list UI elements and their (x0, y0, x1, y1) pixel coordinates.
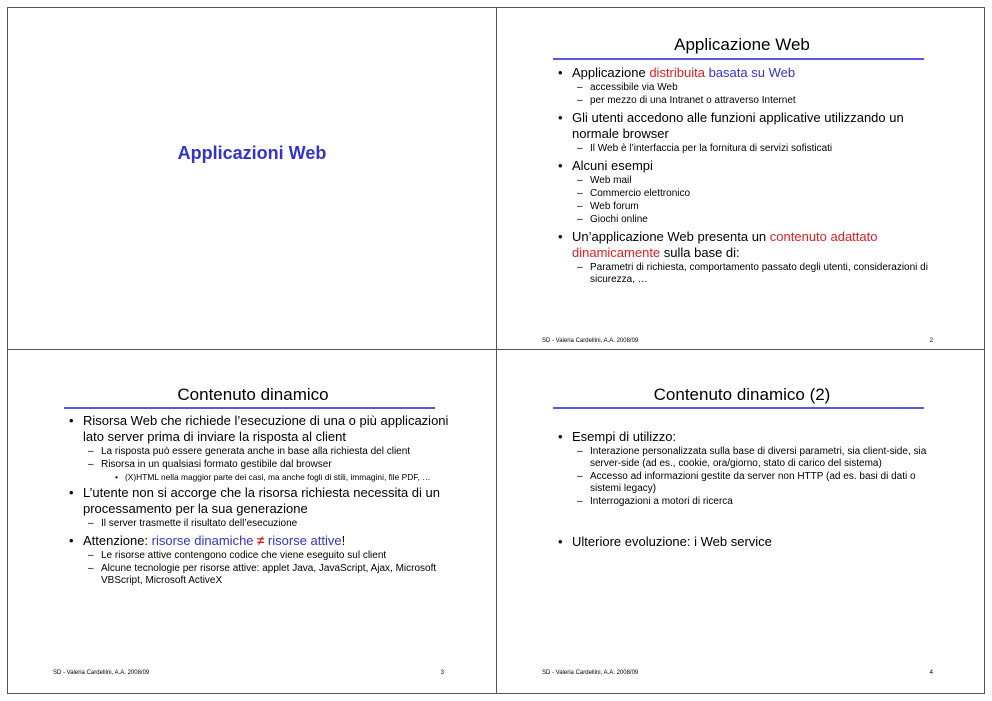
sub-bullet: – Commercio elettronico (552, 188, 943, 200)
bullet (552, 229, 943, 261)
bullet: • Esempi di utilizzo: (552, 429, 943, 445)
page-number: 4 (929, 670, 933, 676)
slide-1 (8, 8, 496, 350)
sub-bullet: – Parametri di richiesta, comportamento passato degli utenti, considerazioni di sicurezza, … (552, 262, 943, 286)
bullet: • Alcuni esempi (552, 158, 943, 174)
sub-bullet: – Web forum (552, 201, 943, 213)
bullet-text: Un’applicazione Web presenta un (572, 229, 770, 244)
slide-footer: SD - Valeria Cardellini, A.A. 2008/09 (53, 670, 150, 676)
slide-4-title: Contenuto dinamico (2) (653, 385, 831, 404)
page-number: 3 (440, 670, 444, 676)
slide-3-body (63, 412, 454, 587)
slide-4-body (552, 428, 943, 550)
sub-bullet: – La risposta può essere generata anche in base alla richiesta del client (63, 446, 454, 458)
bullet: • L’utente non si accorge che la risorsa richiesta necessita di un processamento per la sua generazione (63, 485, 454, 517)
sub-bullet: – Web mail (552, 175, 943, 187)
sub-sub-bullet: • (X)HTML nella maggior parte dei casi, ma anche fogli di stili, immagini, file PDF, … (63, 472, 454, 482)
slide-2 (497, 8, 985, 350)
sub-bullet: – Il Web è l’interfaccia per la fornitura di servizi sofisticati (552, 143, 943, 155)
title-underline (64, 407, 435, 409)
slide-footer: SD - Valeria Cardellini, A.A. 2008/09 (542, 670, 639, 676)
highlight-red: contenuto adattato dinamicamente (572, 229, 878, 260)
slide-1-title: Applicazioni Web (177, 143, 327, 163)
highlight-blue: risorse dinamiche (151, 533, 254, 548)
sub-bullet: – Giochi online (552, 214, 943, 226)
sub-bullet: – accessibile via Web (552, 82, 943, 94)
bullet (63, 533, 454, 549)
slide-3-title: Contenuto dinamico (177, 385, 329, 404)
sub-bullet: – Alcune tecnologie per risorse attive: applet Java, JavaScript, Ajax, Microsoft VBScript, Microsoft ActiveX (63, 563, 454, 587)
sub-bullet: – Interazione personalizzata sulla base di diversi parametri, sia client-side, sia server-side (ad es., cookie, ora/giorno, stato di carico del sistema) (552, 446, 943, 470)
bullet-text: Applicazione (572, 65, 650, 80)
slide-3 (8, 350, 496, 692)
sub-bullet: – Interrogazioni a motori di ricerca (552, 496, 943, 508)
sub-bullet: – Risorsa in un qualsiasi formato gestibile dal browser (63, 459, 454, 471)
sub-bullet: – Il server trasmette il risultato dell’esecuzione (63, 518, 454, 530)
slide-footer: SD - Valeria Cardellini, A.A. 2008/09 (542, 338, 639, 344)
highlight-blue: risorse attive (267, 533, 342, 548)
highlight-red: distribuita (649, 65, 705, 80)
bullet-text: Attenzione: (83, 533, 152, 548)
bullet-text: sulla base di: (660, 245, 740, 260)
bullet: • Gli utenti accedono alle funzioni applicative utilizzando un normale browser (552, 110, 943, 142)
page-number: 2 (929, 338, 933, 344)
slide-2-title: Applicazione Web (674, 35, 810, 54)
bullet-text: ! (341, 533, 346, 548)
slide-2-body (552, 64, 943, 286)
sub-bullet: – Le risorse attive contengono codice che viene eseguito sul client (63, 550, 454, 562)
bullet (552, 65, 943, 81)
bullet: • Risorsa Web che richiede l’esecuzione di una o più applicazioni lato server prima di inviare la risposta al client (63, 413, 454, 445)
not-equal-sign: ≠ (257, 533, 265, 548)
title-underline (553, 58, 924, 60)
sub-bullet: – Accesso ad informazioni gestite da server non HTTP (ad es. basi di dati o sistemi legacy) (552, 471, 943, 495)
sub-bullet: – per mezzo di una Intranet o attraverso Internet (552, 95, 943, 107)
title-underline (553, 407, 924, 409)
highlight-blue: basata su Web (704, 65, 796, 80)
slide-4 (497, 350, 985, 692)
bullet: • Ulteriore evoluzione: i Web service (552, 534, 943, 550)
